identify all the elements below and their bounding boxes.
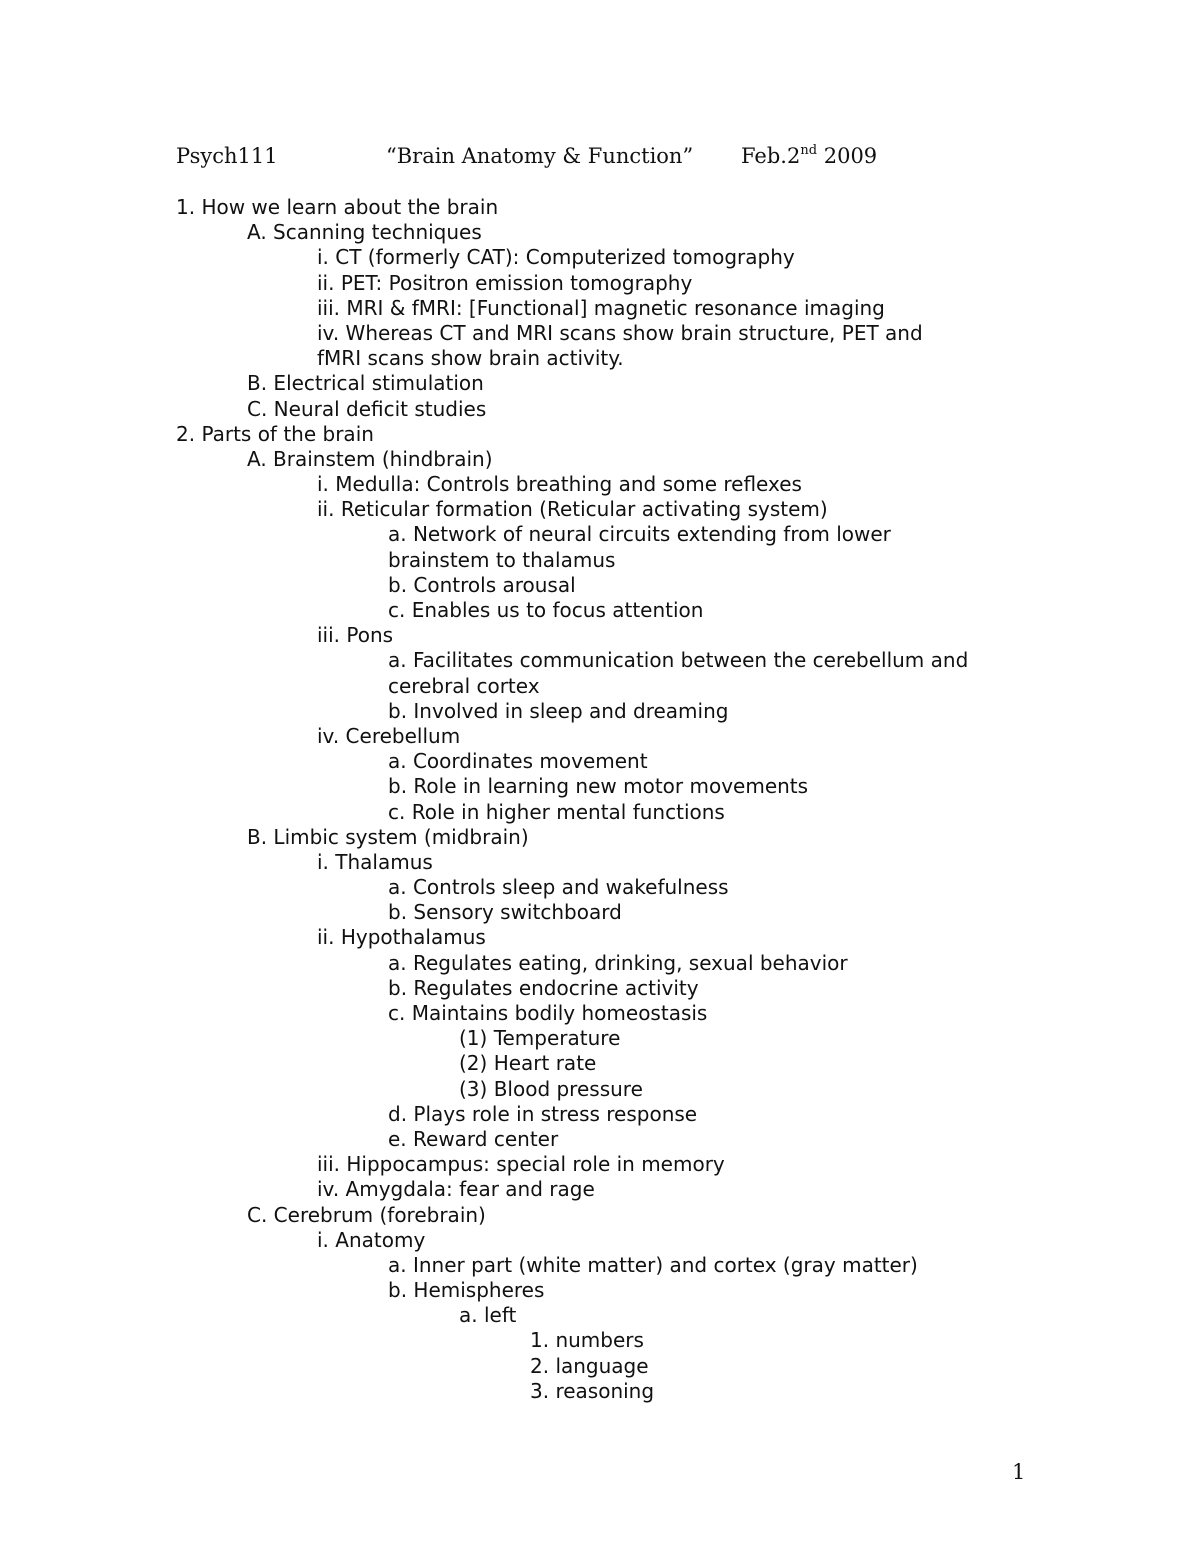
outline-item: a. Facilitates communication between the cerebellum and <box>388 648 969 673</box>
outline-item: b. Sensory switchboard <box>388 900 622 925</box>
outline-item: iii. Hippocampus: special role in memory <box>317 1152 725 1177</box>
outline-item: a. left <box>459 1303 517 1328</box>
outline-item: a. Controls sleep and wakefulness <box>388 875 729 900</box>
outline-item: B. Electrical stimulation <box>247 371 484 396</box>
outline-item: ii. Hypothalamus <box>317 925 486 950</box>
outline-item: c. Maintains bodily homeostasis <box>388 1001 708 1025</box>
outline-item: ii. PET: Positron emission tomography <box>317 270 693 295</box>
outline-item: ii. Reticular formation (Reticular activating system) <box>317 497 828 522</box>
outline-item: a. Regulates eating, drinking, sexual behavior <box>388 950 848 975</box>
outline-item: b. Role in learning new motor movements <box>388 774 809 799</box>
outline-item: 2. Parts of the brain <box>176 421 374 446</box>
outline-item: fMRI scans show brain activity. <box>317 346 624 371</box>
date-prefix: Feb.2 <box>741 144 801 168</box>
outline-item: iv. Amygdala: fear and rage <box>317 1177 595 1202</box>
outline-item: 2. language <box>530 1353 649 1378</box>
page-number: 1 <box>1012 1460 1026 1484</box>
outline-item: i. Thalamus <box>317 849 433 874</box>
outline-item: C. Neural deficit studies <box>247 396 487 421</box>
document-header <box>176 140 1076 172</box>
outline-item: c. Enables us to focus attention <box>388 598 704 622</box>
outline-item: c. Role in higher mental functions <box>388 799 725 824</box>
outline-item: (1) Temperature <box>459 1026 621 1051</box>
outline-item: iv. Whereas CT and MRI scans show brain structure, PET and <box>317 320 923 345</box>
outline-item: cerebral cortex <box>388 673 540 698</box>
outline-item: brainstem to thalamus <box>388 547 616 572</box>
outline-item: b. Controls arousal <box>388 572 576 597</box>
date-year: 2009 <box>817 144 878 168</box>
outline-item: b. Involved in sleep and dreaming <box>388 698 729 723</box>
outline-item: iii. MRI & fMRI: [Functional] magnetic resonance imaging <box>317 295 885 320</box>
outline-item: a. Coordinates movement <box>388 749 648 774</box>
outline-item: 1. How we learn about the brain <box>176 195 499 219</box>
outline-item: A. Scanning techniques <box>247 220 482 245</box>
course-code: Psych111 <box>176 144 278 168</box>
lecture-outline <box>0 195 1200 1404</box>
outline-item: (3) Blood pressure <box>459 1076 643 1101</box>
outline-item: iv. Cerebellum <box>317 723 461 748</box>
outline-item: a. Inner part (white matter) and cortex (gray matter) <box>388 1252 918 1277</box>
lecture-date <box>741 140 877 172</box>
outline-item: 3. reasoning <box>530 1378 655 1403</box>
outline-item: e. Reward center <box>388 1126 559 1151</box>
outline-item: b. Hemispheres <box>388 1278 545 1303</box>
outline-item: C. Cerebrum (forebrain) <box>247 1202 486 1227</box>
date-ordinal: nd <box>800 143 818 158</box>
outline-item: b. Regulates endocrine activity <box>388 975 699 1000</box>
outline-item: 1. numbers <box>530 1328 644 1353</box>
outline-item: i. Anatomy <box>317 1227 426 1252</box>
outline-item: iii. Pons <box>317 623 394 648</box>
outline-item: d. Plays role in stress response <box>388 1101 698 1126</box>
outline-item: (2) Heart rate <box>459 1051 597 1076</box>
lecture-title: “Brain Anatomy & Function” <box>386 144 694 168</box>
outline-item: i. CT (formerly CAT): Computerized tomography <box>317 245 795 270</box>
outline-item: A. Brainstem (hindbrain) <box>247 446 493 471</box>
outline-item: a. Network of neural circuits extending from lower <box>388 522 891 547</box>
outline-item: i. Medulla: Controls breathing and some reflexes <box>317 472 802 497</box>
outline-item: B. Limbic system (midbrain) <box>247 824 529 849</box>
